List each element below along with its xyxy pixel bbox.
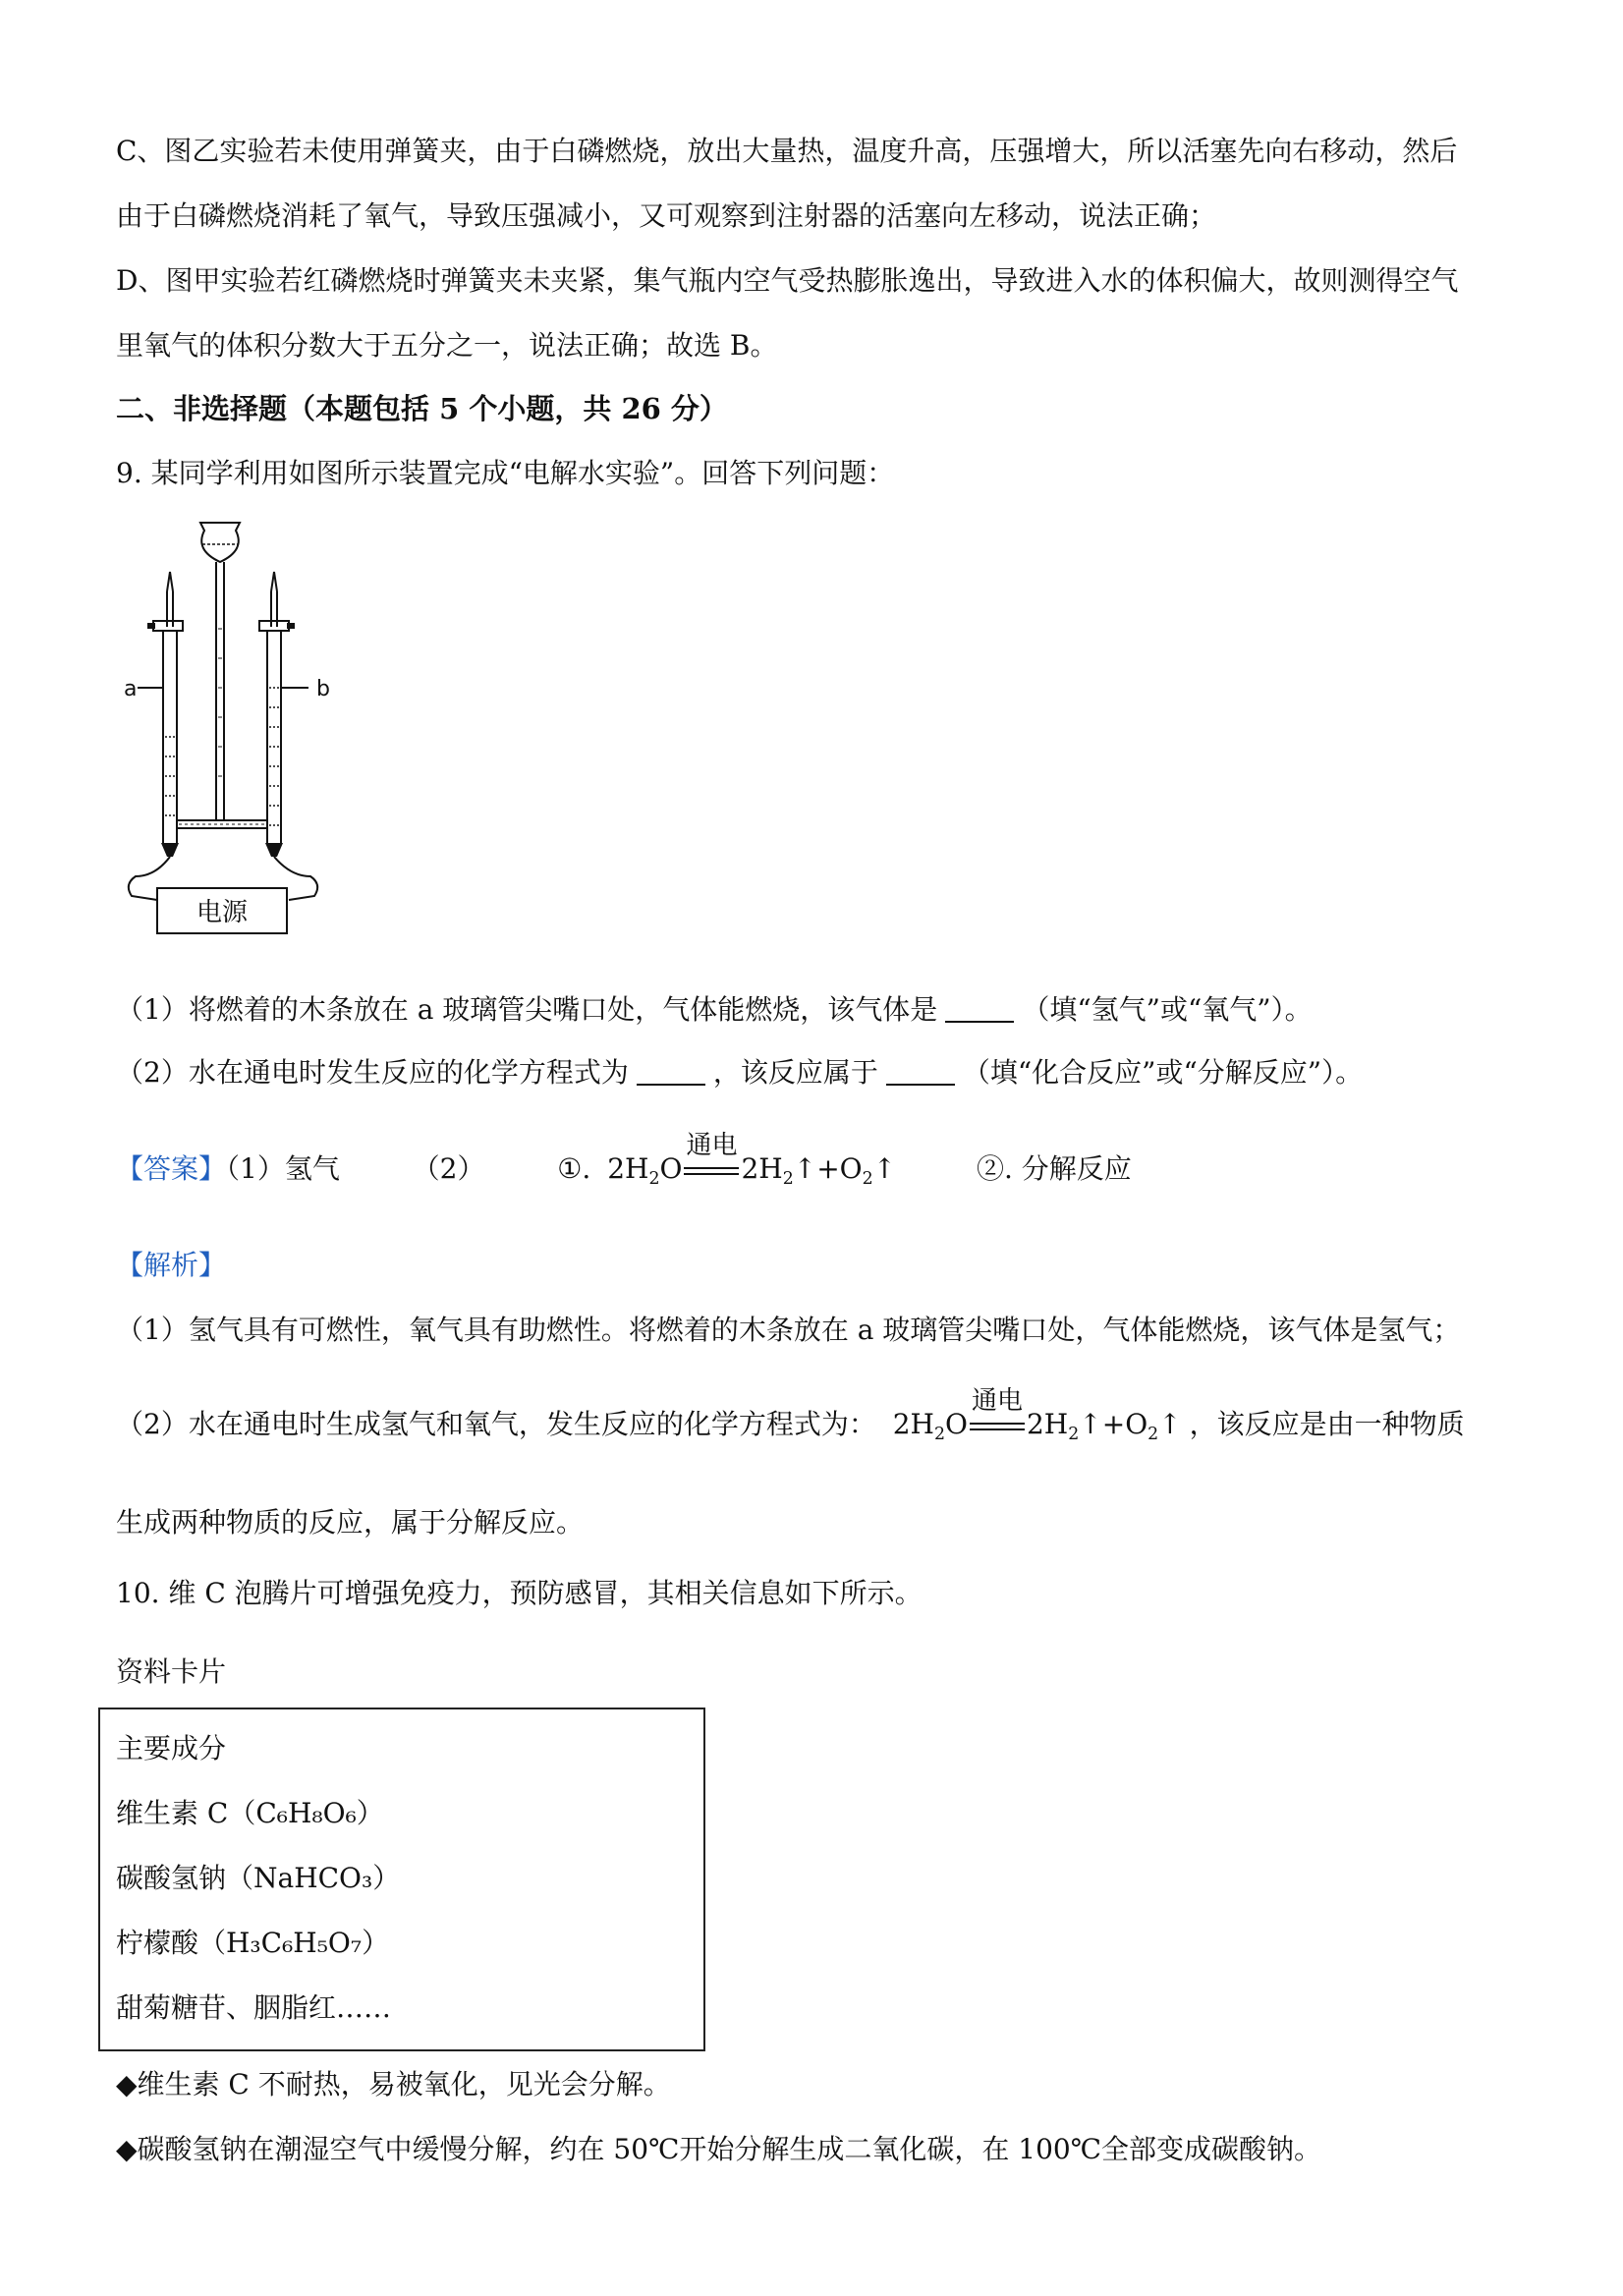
section-heading: 二、非选择题（本题包括 5 个小题，共 26 分） <box>116 392 728 425</box>
q9-sub2-after: （填“化合反应”或“分解反应”）。 <box>962 1056 1364 1089</box>
answer-1: （1）氢气 <box>226 1152 340 1185</box>
q9-sub1-after: （填“氢气”或“氧气”）。 <box>1022 993 1313 1026</box>
answer-tag: 【答案】 <box>116 1152 227 1185</box>
q9-sub2-text: （2）水在通电时发生反应的化学方程式为 <box>116 1056 629 1089</box>
equation-analysis: $2H_2O$ 通电 $2H_2↑+O_2↑$ <box>892 1385 1182 1445</box>
paragraph-c-line1: C、图乙实验若未使用弹簧夹，由于白磷燃烧，放出大量热，温度升高，压强增大，所以活塞先向右移动，然后 <box>116 135 1458 167</box>
q9-sub1-blank <box>945 1001 1014 1023</box>
q9-sub2-blank1 <box>637 1064 705 1086</box>
q9-sub2-mid: ，该反应属于 <box>712 1056 878 1089</box>
electrolysis-apparatus-figure <box>116 511 352 943</box>
analysis-2-text: （2）水在通电时生成氢气和氧气，发生反应的化学方程式为： <box>116 1408 876 1440</box>
eq-condition-arrow <box>682 1130 741 1181</box>
card-title: 资料卡片 <box>116 1655 227 1688</box>
q9-sub2-blank2 <box>886 1064 955 1086</box>
analysis-tag: 【解析】 <box>116 1249 227 1281</box>
equation-answer <box>607 1130 897 1197</box>
card-line: 主要成分 <box>116 1732 227 1764</box>
paragraph-d-line2: 里氧气的体积分数大于五分之一，说法正确；故选 B。 <box>116 329 778 362</box>
q10-stem: 10. 维 C 泡腾片可增强免疫力，预防感冒，其相关信息如下所示。 <box>116 1577 923 1609</box>
paragraph-c-line2: 由于白磷燃烧消耗了氧气，导致压强减小，又可观察到注射器的活塞向左移动，说法正确； <box>116 199 1217 232</box>
q9-stem: 9. 某同学利用如图所示装置完成“电解水实验”。回答下列问题： <box>116 457 895 489</box>
q9-sub2 <box>116 1055 1363 1091</box>
card-line: 碳酸氢钠（NaHCO₃） <box>116 1862 401 1894</box>
q9-answer <box>116 1130 1132 1197</box>
analysis-2-after: ，该反应是由一种物质 <box>1189 1408 1465 1440</box>
card-line: 维生素 C（C₆H₈O₆） <box>116 1797 384 1829</box>
answer-2a: ①. <box>557 1152 591 1185</box>
analysis-3: 生成两种物质的反应，属于分解反应。 <box>116 1506 585 1539</box>
power-source-label: 电源 <box>196 898 249 927</box>
card-line: 柠檬酸（H₃C₆H₅O₇） <box>116 1927 390 1959</box>
eq-condition: 通电 <box>686 1130 738 1160</box>
q10-note2: ◆碳酸氢钠在潮湿空气中缓慢分解，约在 50℃开始分解生成二氧化碳，在 100℃全部变成碳酸钠。 <box>116 2133 1322 2165</box>
q10-note1: ◆维生素 C 不耐热，易被氧化，见光会分解。 <box>116 2068 671 2100</box>
analysis-1: （1）氢气具有可燃性，氧气具有助燃性。将燃着的木条放在 a 玻璃管尖嘴口处，气体能燃烧，该气体是氢气； <box>116 1314 1461 1346</box>
answer-2: （2） <box>412 1152 485 1185</box>
eq-right: $2H_2↑+O_2↑$ <box>741 1152 897 1190</box>
eq-left: $2H_2O$ <box>607 1152 683 1190</box>
info-card <box>98 1708 705 2051</box>
paragraph-d-line1: D、图甲实验若红磷燃烧时弹簧夹未夹紧，集气瓶内空气受热膨胀逸出，导致进入水的体积偏大，故则测得空气 <box>116 264 1459 297</box>
answer-2b: ②. 分解反应 <box>976 1152 1132 1185</box>
label-b: b <box>316 677 330 701</box>
q9-sub1 <box>116 992 1313 1028</box>
q9-sub1-text: （1）将燃着的木条放在 a 玻璃管尖嘴口处，气体能燃烧，该气体是 <box>116 993 938 1026</box>
label-a: a <box>124 677 138 701</box>
card-line: 甜菊糖苷、胭脂红…… <box>116 1991 392 2024</box>
analysis-2 <box>116 1385 1465 1452</box>
